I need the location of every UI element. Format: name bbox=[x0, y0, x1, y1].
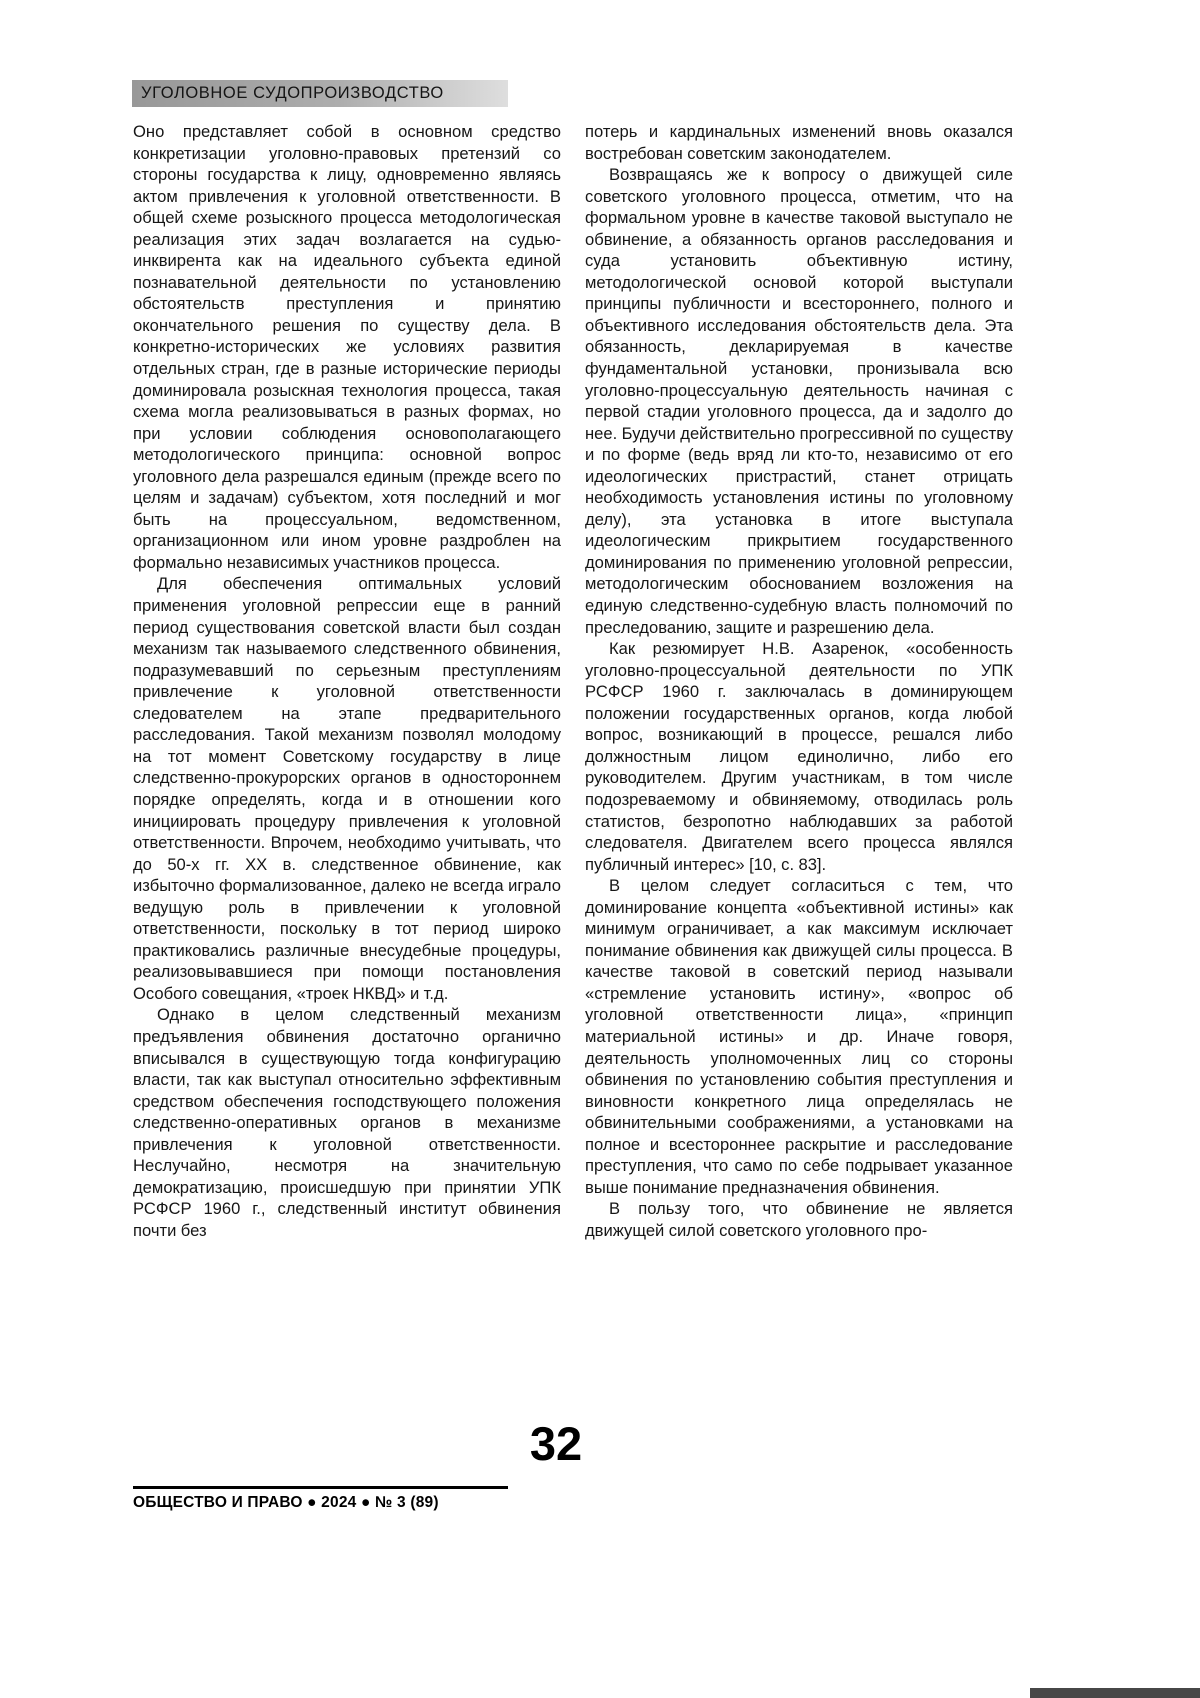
page-number: 32 bbox=[529, 1417, 583, 1470]
paragraph: потерь и кардинальных изменений вновь оказался востребован советским законодателем. bbox=[585, 122, 1013, 163]
paragraph: Возвращаясь же к вопросу о движущей силе советского уголовного процесса, отметим, что на формальном уровне в качестве таковой выступало не обвинение, а обязанность органов расследования и суда установить объективную истину, методологической основой которой выступали принципы публичности и всестороннего, полного и объективного исследования обстоятельств дела. Эта обязанность, декларируемая в качестве фундаментальной установки, пронизывала всю уголовно-процессуальную деятельность начиная с первой стадии уголовного процесса, да и задолго до нее. Будучи действительно прогрессивной по существу и по форме (ведь вряд ли кто-то, независимо от его идеологических пристрастий, станет отрицать необходимость установления истины по уголовному делу), эта установка в итоге выступала идеологическим прикрытием государственного доминирования по применению уголовной репрессии, методологическим обоснованием возложения на единую следственно-судебную власть полномочий по преследованию, защите и разрешению дела. bbox=[585, 165, 1013, 637]
paragraph: Как резюмирует Н.В. Азаренок, «особенность уголовно-процессуальной деятельности по УПК РСФСР 1960 г. заключалась в доминирующем положении государственных органов, когда любой вопрос, возникающий в процессе, решался либо должностным лицом единолично, либо его руководителем. Другим участникам, в том числе подозреваемому и обвиняемому, отводилась роль статистов, безропотно наблюдавших за работой следователя. Двигателем всего процесса являлся публичный интерес» [10, с. 83]. bbox=[585, 639, 1013, 874]
paragraph: В пользу того, что обвинение не является движущей силой советского уголовного про- bbox=[585, 1199, 1013, 1240]
paragraph: Оно представляет собой в основном средство конкретизации уголовно-правовых претензий со стороны государства к лицу, одновременно являясь актом привлечения к уголовной ответственности. В общей схеме розыскного процесса методологическая реализация этих задач возлагается на судью-инквирента как на идеального субъекта единой познавательной деятельности по установлению обстоятельств преступления и принятию окончательного решения по существу дела. В конкретно-исторических же условиях развития отдельных стран, где в разные исторические периоды доминировала розыскная технология процесса, такая схема могла реализовываться в разных формах, но при условии соблюдения основополагающего методологического принципа: основной вопрос уголовного дела разрешался единым (прежде всего по целям и задачам) субъектом, хотя последний и мог быть на процессуальном, ведомственном, организационном или ином уровне раздроблен на формально независимых участников процесса. bbox=[133, 122, 561, 572]
page-body bbox=[133, 121, 1013, 1241]
paragraph: Однако в целом следственный механизм предъявления обвинения достаточно органично вписывался в существующую тогда конфигурацию власти, так как выступал относительно эффективным средством обеспечения господствующего положения следственно-оперативных органов в механизме привлечения к уголовной ответственности. Неслучайно, несмотря на значительную демократизацию, происшедшую при принятии УПК РСФСР 1960 г., следственный институт обвинения почти без bbox=[133, 1005, 561, 1240]
right-column bbox=[585, 121, 1013, 1241]
left-column bbox=[133, 121, 561, 1241]
section-header-bar bbox=[132, 80, 508, 107]
footer-rule bbox=[133, 1486, 508, 1489]
scan-artifact bbox=[1030, 1688, 1200, 1698]
paragraph: Для обеспечения оптимальных условий применения уголовной репрессии еще в ранний период существования советской власти был создан механизм так называемого следственного обвинения, подразумевавший по серьезным преступлениям привлечение к уголовной ответственности следователем на этапе предварительного расследования. Такой механизм позволял молодому на тот момент Советскому государству в лице следственно-прокурорских органов в одностороннем порядке определять, когда и в отношении кого инициировать процедуру привлечения к уголовной ответственности. Впрочем, необходимо учитывать, что до 50-х гг. XX в. следственное обвинение, как избыточно формализованное, далеко не всегда играло ведущую роль в привлечении к уголовной ответственности, поскольку в тот период широко практиковались различные внесудебные процедуры, реализовывавшиеся при помощи постановления Особого совещания, «троек НКВД» и т.д. bbox=[133, 574, 561, 1003]
paragraph: В целом следует согласиться с тем, что доминирование концепта «объективной истины» как минимум ограничивает, а как максимум исключает понимание обвинения как движущей силы процесса. В качестве таковой в советский период называли «стремление установить истину», «вопрос об уголовной ответственности лица», «принцип материальной истины» и др. Иначе говоря, деятельность уполномоченных лиц со стороны обвинения по установлению события преступления и виновности конкретного лица определялась не обвинительными соображениями, а установками на полное и всестороннее раскрытие и расследование преступления, что само по себе подрывает указанное выше понимание предназначения обвинения. bbox=[585, 876, 1013, 1197]
journal-footer: ОБЩЕСТВО И ПРАВО ● 2024 ● № 3 (89) bbox=[133, 1494, 439, 1511]
section-title: УГОЛОВНОЕ СУДОПРОИЗВОДСТВО bbox=[141, 84, 444, 102]
